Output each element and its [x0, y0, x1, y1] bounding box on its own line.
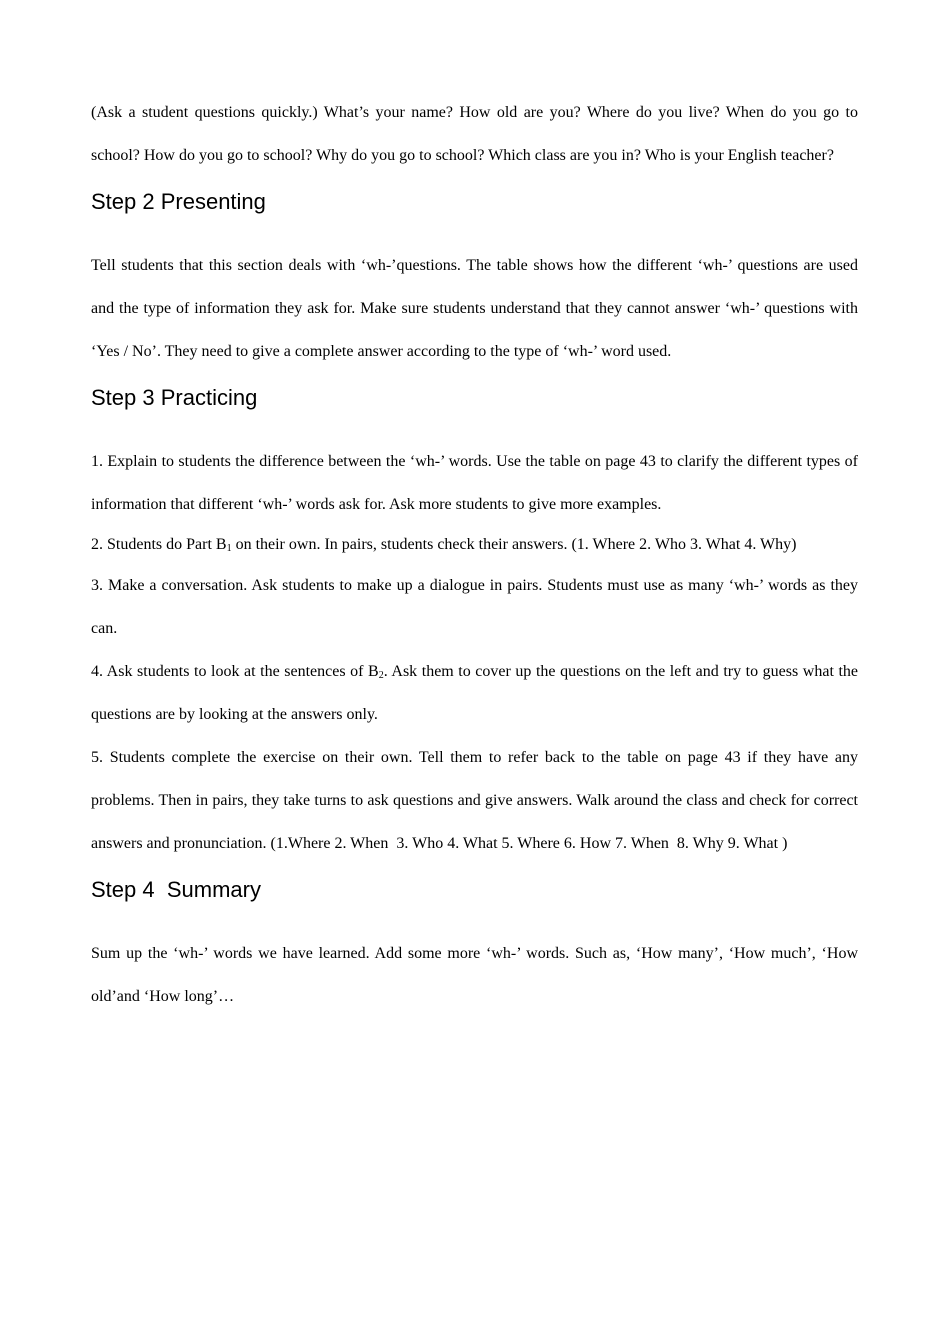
step3-item-2 — [91, 526, 858, 564]
step3-item-4 — [91, 650, 858, 736]
step3-item-3: 3. Make a conversation. Ask students to make up a dialogue in pairs. Students must use as many ‘wh-’ words as they can. — [91, 577, 858, 637]
step3-item-4-text-rest: . Ask them to cover up the questions on the left and try to guess what the questions are by looking at the answers only. — [91, 663, 858, 723]
step2-paragraph: Tell students that this section deals with ‘wh-’questions. The table shows how the different ‘wh-’ questions are used and the type of information they ask for. Make sure students understand that they cannot answer ‘wh-’ questions with ‘Yes / No’. They need to give a complete answer according to the type of ‘wh-’ word used. — [91, 257, 858, 360]
step3-heading: Step 3 Practicing — [91, 385, 258, 410]
step4-paragraph: Sum up the ‘wh-’ words we have learned. Add some more ‘wh-’ words. Such as, ‘How many’, ‘How much’, ‘How old’and ‘How long’… — [91, 945, 858, 1005]
step3-item-4-subscript: 2 — [378, 670, 384, 681]
step4-heading: Step 4 Summary — [91, 877, 261, 902]
step3-item-1: 1. Explain to students the difference between the ‘wh-’ words. Use the table on page 43 to clarify the different types of information that different ‘wh-’ words ask for. Ask more students to give more examples. — [91, 453, 858, 513]
step3-item-5: 5. Students complete the exercise on their own. Tell them to refer back to the table on page 43 if they have any problems. Then in pairs, they take turns to ask questions and give answers. Walk around the class and check for correct answers and pronunciation. (1.Where 2. When 3. Who 4. What 5. Where 6. How 7. When 8. Why 9. What ) — [91, 749, 862, 852]
step3-item-4-text: 4. Ask students to look at the sentences of B — [91, 663, 379, 680]
step3-item-2-text: 2. Students do Part B — [91, 536, 227, 553]
intro-paragraph: (Ask a student questions quickly.) What’s your name? How old are you? Where do you live? When do you go to school? How do you go to school? Why do you go to school? Which class are you in? Who is your English teacher? — [91, 104, 858, 164]
step3-list — [91, 440, 862, 865]
step3-item-2-text-rest: on their own. In pairs, students check their answers. (1. Where 2. Who 3. What 4. Why) — [231, 536, 797, 553]
step3-item-2-subscript: 1 — [226, 543, 232, 554]
document-page — [91, 96, 862, 1018]
step2-heading: Step 2 Presenting — [91, 189, 266, 214]
